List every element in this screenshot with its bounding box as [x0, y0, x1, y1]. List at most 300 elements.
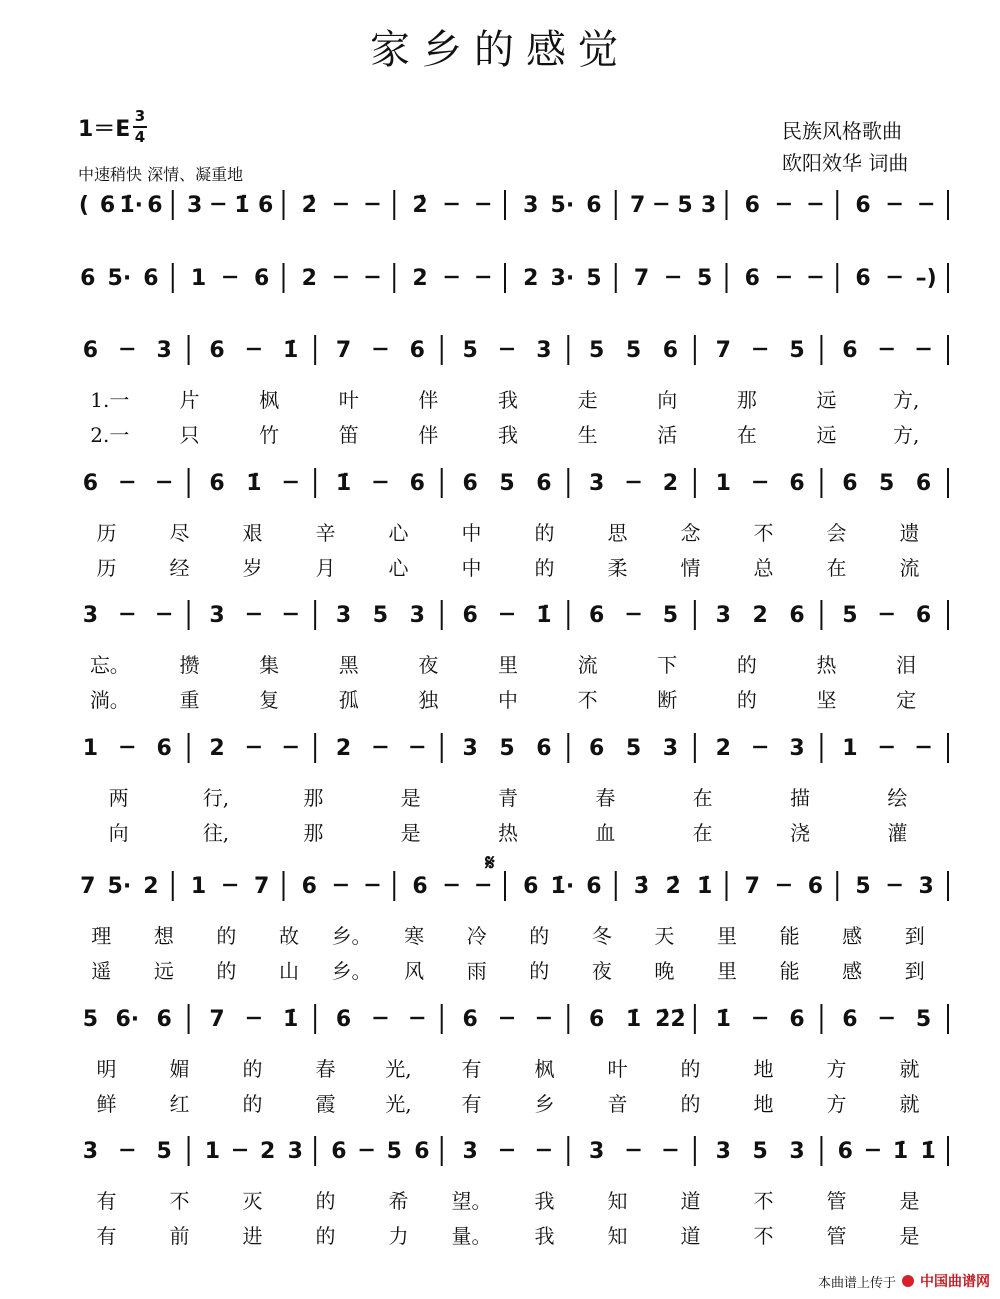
- lyric-syllable: 感: [842, 924, 863, 948]
- note: 1̇: [625, 1007, 642, 1032]
- note: 1: [190, 874, 207, 899]
- lyric-syllable: 管: [826, 1224, 847, 1248]
- lyric-syllable: 媚: [169, 1057, 190, 1081]
- note: 5: [499, 736, 515, 761]
- lyric-syllable: 走: [577, 388, 598, 412]
- lyric-syllable: 往,: [202, 821, 230, 845]
- note: 6: [589, 603, 605, 628]
- lyric-syllable: 经: [169, 556, 190, 580]
- lyric-syllable: 下: [657, 653, 678, 677]
- lyric-syllable: 孤: [338, 688, 359, 712]
- time-signature-bottom: 4: [134, 128, 146, 146]
- lyric-syllable: 远: [153, 959, 174, 983]
- lyric-syllable: 感: [842, 959, 863, 983]
- note: 6: [744, 266, 760, 291]
- lyric-syllable: 月: [315, 556, 336, 580]
- lyric-syllable: 寒: [404, 924, 425, 948]
- lyric-syllable: 能: [779, 959, 800, 983]
- note: 2̇: [301, 193, 317, 218]
- lyric-syllable: 念: [680, 521, 701, 545]
- note: 6: [301, 874, 317, 899]
- lyric-syllable: 会: [826, 521, 847, 545]
- note: 2: [335, 736, 352, 761]
- note: 2̇: [665, 874, 681, 899]
- note: 5: [82, 1007, 99, 1032]
- lyric-syllable: 前: [169, 1224, 190, 1248]
- note: 5: [156, 1139, 172, 1164]
- note: 6: [254, 266, 270, 291]
- note: 5·: [107, 874, 132, 899]
- lyric-syllable: 是: [899, 1224, 920, 1248]
- note: 6: [536, 471, 552, 496]
- site-logo-icon: [902, 1275, 914, 1287]
- site-logo-text: 中国曲谱网: [920, 1274, 990, 1290]
- note: 3: [462, 736, 478, 761]
- note: 1: [842, 736, 858, 761]
- note: 6: [589, 736, 605, 761]
- lyric-syllable: 行,: [202, 786, 230, 810]
- note: 7: [335, 338, 352, 363]
- lyric-syllable: 我: [498, 423, 518, 447]
- note: 6: [855, 266, 871, 291]
- lyric-syllable: 光,: [385, 1057, 412, 1081]
- note: 6: [789, 1007, 805, 1032]
- note: 6: [842, 338, 858, 363]
- note: 7: [629, 193, 646, 218]
- note: 3·: [550, 266, 575, 291]
- lyric-syllable: 道: [680, 1189, 701, 1213]
- lyric-syllable: 方,: [893, 423, 920, 447]
- lyric-syllable: 到: [904, 959, 925, 983]
- note: 2̇: [412, 193, 428, 218]
- lyric-syllable: 热: [498, 821, 518, 845]
- lyric-syllable: 在: [826, 556, 847, 580]
- lyric-syllable: 叶: [607, 1057, 628, 1081]
- lyric-syllable: 笛: [338, 423, 359, 447]
- lyric-syllable: 地: [753, 1092, 774, 1116]
- lyric-syllable: 进: [242, 1224, 263, 1248]
- lyric-syllable: 遗: [899, 521, 920, 545]
- note: 1: [204, 1139, 221, 1164]
- note: 3: [409, 603, 425, 628]
- lyric-syllable: 里: [717, 924, 737, 948]
- lyric-syllable: 力: [388, 1224, 409, 1248]
- note: 1̇: [715, 1007, 731, 1032]
- lyric-syllable: 风: [404, 959, 425, 983]
- lyric-syllable: 故: [279, 924, 299, 948]
- lyric-syllable: 不: [169, 1189, 190, 1213]
- credit-author: 欧阳效华 词曲: [782, 151, 909, 175]
- lyric-syllable: 复: [259, 688, 280, 712]
- note: 6: [414, 1139, 430, 1164]
- tempo-marking: 中速稍快 深情、凝重地: [78, 165, 244, 184]
- lyric-syllable: 片: [179, 388, 200, 412]
- note: 1̇: [335, 471, 352, 496]
- note: 5: [915, 1007, 932, 1032]
- note: 7: [744, 874, 760, 899]
- note: 5: [842, 603, 858, 628]
- note: 1: [715, 471, 731, 496]
- note: 5: [586, 266, 602, 291]
- note: 6: [807, 874, 824, 899]
- note: 6: [209, 338, 225, 363]
- note: 2: [752, 603, 768, 628]
- note: 1̇·: [550, 874, 575, 899]
- lyric-syllable: 流: [899, 556, 920, 580]
- lyric-syllable: 音: [607, 1092, 628, 1116]
- lyric-syllable: 绘: [887, 786, 908, 810]
- lyric-syllable: 坚: [816, 688, 837, 712]
- lyric-syllable: 在: [692, 786, 713, 810]
- note: 5: [855, 874, 871, 899]
- lyric-syllable: 地: [753, 1057, 774, 1081]
- note: 6·: [115, 1007, 140, 1032]
- note: 6: [143, 266, 159, 291]
- lyric-syllable: 冷: [466, 924, 487, 948]
- note: 2: [412, 266, 428, 291]
- lyric-syllable: 里: [717, 959, 737, 983]
- lyric-syllable: 定: [896, 688, 917, 712]
- lyric-syllable: 的: [534, 521, 555, 545]
- lyric-syllable: 的: [534, 556, 555, 580]
- lyric-syllable: 中: [461, 521, 482, 545]
- note: 3: [589, 1139, 605, 1164]
- note: 6: [586, 193, 602, 218]
- lyric-syllable: 伴: [418, 423, 439, 447]
- lyric-syllable: 历: [96, 521, 117, 545]
- lyric-syllable: 断: [657, 688, 678, 712]
- note: 1̇: [697, 874, 713, 899]
- lyric-syllable: 艰: [242, 521, 263, 545]
- note: 6: [335, 1007, 352, 1032]
- note: 1̇: [283, 338, 299, 363]
- note: 3: [589, 471, 605, 496]
- lyric-syllable: 红: [169, 1092, 190, 1116]
- note: 6: [915, 603, 932, 628]
- note: 7: [254, 874, 270, 899]
- lyric-syllable: 重: [179, 688, 200, 712]
- note: 3: [209, 603, 225, 628]
- lyric-syllable: 的: [736, 688, 757, 712]
- lyric-syllable: 望。: [451, 1189, 492, 1213]
- key-signature: 1＝E: [78, 117, 131, 142]
- lyric-syllable: 的: [315, 1189, 336, 1213]
- note: 5: [372, 603, 389, 628]
- lyric-syllable: 我: [534, 1224, 555, 1248]
- lyric-syllable: 中: [461, 556, 482, 580]
- lyric-syllable: 枫: [534, 1057, 555, 1081]
- note: 6: [589, 1007, 605, 1032]
- note: 6: [82, 338, 99, 363]
- lyric-syllable: 远: [816, 388, 837, 412]
- lyric-syllable: 灭: [242, 1189, 263, 1213]
- lyric-syllable: 光,: [385, 1092, 412, 1116]
- note: 1̇: [246, 471, 262, 496]
- note: 5·: [107, 266, 132, 291]
- lyric-syllable: 的: [242, 1057, 263, 1081]
- note: 5: [625, 736, 642, 761]
- lyric-syllable: 知: [607, 1189, 628, 1213]
- note: 1: [82, 736, 99, 761]
- lyric-syllable: 理: [91, 924, 112, 948]
- lyric-syllable: 的: [736, 653, 757, 677]
- note: 5: [879, 471, 895, 496]
- note: 6: [412, 874, 428, 899]
- note: 3: [715, 1139, 731, 1164]
- note: 7: [80, 874, 96, 899]
- note: 6: [409, 471, 425, 496]
- lyric-syllable: 柔: [607, 556, 628, 580]
- lyric-syllable: 夜: [591, 959, 612, 983]
- lyric-syllable: 不: [753, 1224, 774, 1248]
- note: 1̇·: [119, 193, 144, 218]
- segno-icon: 𝄋: [485, 851, 495, 876]
- lyric-syllable: 尽: [169, 521, 190, 545]
- lyric-syllable: 乡。: [331, 924, 372, 948]
- lyric-syllable: 管: [826, 1189, 847, 1213]
- note: 2̇2̇: [655, 1007, 686, 1032]
- note: 1̇: [234, 193, 250, 218]
- lyric-syllable: 冬: [591, 924, 612, 948]
- lyric-syllable: 我: [534, 1189, 555, 1213]
- note: 5: [752, 1139, 768, 1164]
- lyric-syllable: 是: [899, 1189, 920, 1213]
- note: 3: [523, 193, 539, 218]
- lyric-syllable: 晚: [654, 959, 675, 983]
- lyric-syllable: 想: [153, 924, 174, 948]
- footer: [818, 1271, 990, 1291]
- lyric-syllable: 岁: [242, 556, 263, 580]
- note: 5: [662, 603, 679, 628]
- note: 6: [789, 603, 805, 628]
- note: 2: [301, 266, 317, 291]
- note: 3: [156, 338, 172, 363]
- lyric-syllable: 两: [108, 786, 129, 810]
- time-signature-top: 3: [134, 107, 146, 125]
- lyric-syllable: 淌。: [89, 688, 130, 712]
- credit-style: 民族风格歌曲: [782, 119, 902, 143]
- lyric-syllable: 的: [529, 924, 550, 948]
- note: 6: [842, 1007, 858, 1032]
- note: 3: [186, 193, 203, 218]
- note: 3: [701, 193, 717, 218]
- note: 3: [715, 603, 731, 628]
- lyric-syllable: 遥: [91, 959, 112, 983]
- note: 6: [147, 193, 163, 218]
- lyric-syllable: 的: [680, 1057, 701, 1081]
- note: 1̇: [536, 603, 552, 628]
- lyric-syllable: 有: [461, 1057, 482, 1081]
- note: 6: [82, 471, 99, 496]
- lyric-syllable: 只: [179, 423, 200, 447]
- lyric-syllable: 总: [753, 556, 774, 580]
- note: 6: [462, 1007, 478, 1032]
- lyric-syllable: 活: [657, 423, 678, 447]
- lyric-syllable: 心: [388, 521, 409, 545]
- note: 6: [462, 471, 478, 496]
- note: 2: [523, 266, 539, 291]
- note: 6: [80, 266, 96, 291]
- note: 5: [677, 193, 693, 218]
- lyric-syllable: 的: [216, 959, 237, 983]
- lyric-syllable: 的: [529, 959, 550, 983]
- note: 7: [633, 266, 650, 291]
- lyric-syllable: 不: [753, 1189, 774, 1213]
- note: 1̇: [920, 1139, 936, 1164]
- note: 6: [789, 471, 805, 496]
- lyric-syllable: 枫: [259, 388, 280, 412]
- lyric-syllable: 是: [400, 786, 421, 810]
- note: 5: [589, 338, 605, 363]
- lyric-syllable: 青: [498, 786, 518, 810]
- lyric-syllable: 辛: [315, 521, 336, 545]
- note: 6: [855, 193, 871, 218]
- lyric-syllable: 的: [242, 1092, 263, 1116]
- note: –): [915, 266, 937, 291]
- note: 3: [287, 1139, 303, 1164]
- lyric-syllable: 2.一: [90, 423, 130, 447]
- lyric-syllable: 远: [816, 423, 837, 447]
- note: 5: [462, 338, 478, 363]
- lyric-syllable: 情: [680, 556, 701, 580]
- note: 3: [536, 338, 552, 363]
- note: 1̇: [892, 1139, 909, 1164]
- lyric-syllable: 方,: [893, 388, 920, 412]
- lyric-syllable: 到: [904, 924, 925, 948]
- lyric-syllable: 明: [96, 1057, 117, 1081]
- note: 2: [209, 736, 225, 761]
- note: 5: [499, 471, 515, 496]
- note: 6: [331, 1139, 347, 1164]
- note: 6: [523, 874, 539, 899]
- note: 6: [156, 736, 172, 761]
- lyric-syllable: 道: [680, 1224, 701, 1248]
- lyric-syllable: 伴: [418, 388, 439, 412]
- lyric-syllable: 有: [96, 1224, 117, 1248]
- note: 6: [209, 471, 225, 496]
- lyric-syllable: 中: [498, 688, 518, 712]
- lyric-syllable: 的: [216, 924, 237, 948]
- note: 2: [143, 874, 159, 899]
- lyric-syllable: 向: [657, 388, 678, 412]
- lyric-syllable: 天: [654, 924, 675, 948]
- lyric-syllable: 里: [498, 653, 518, 677]
- lyric-syllable: 就: [899, 1057, 920, 1081]
- note: 6: [409, 338, 425, 363]
- lyric-syllable: 春: [315, 1057, 336, 1081]
- lyric-syllable: 方: [826, 1092, 847, 1116]
- note: 5: [697, 266, 713, 291]
- lyric-syllable: 有: [461, 1092, 482, 1116]
- note: 5: [386, 1139, 402, 1164]
- lyric-syllable: 1.一: [90, 388, 130, 412]
- lyric-syllable: 浇: [790, 821, 810, 845]
- lyric-syllable: 夜: [418, 653, 439, 677]
- lyric-syllable: 血: [595, 821, 616, 845]
- lyric-syllable: 那: [303, 821, 324, 845]
- lyric-syllable: 思: [607, 521, 628, 545]
- lyric-syllable: 叶: [338, 388, 359, 412]
- note: 1̇: [283, 1007, 299, 1032]
- note: 5: [625, 338, 642, 363]
- lyric-syllable: 乡: [534, 1092, 555, 1116]
- note: 6: [586, 874, 602, 899]
- lyric-syllable: 的: [315, 1224, 336, 1248]
- note: 6: [536, 736, 552, 761]
- note: 6: [915, 471, 932, 496]
- lyric-syllable: 鲜: [96, 1092, 117, 1116]
- note: 3: [335, 603, 352, 628]
- lyric-syllable: 向: [108, 821, 129, 845]
- note: 3: [462, 1139, 478, 1164]
- note: 5: [789, 338, 805, 363]
- note: 7: [715, 338, 731, 363]
- lyric-syllable: 集: [259, 653, 280, 677]
- note: 3: [82, 1139, 99, 1164]
- note: 2: [715, 736, 731, 761]
- lyric-syllable: 就: [899, 1092, 920, 1116]
- lyric-syllable: 在: [692, 821, 713, 845]
- lyric-syllable: 乡。: [331, 959, 372, 983]
- note: 6: [156, 1007, 172, 1032]
- lyric-syllable: 霞: [315, 1092, 336, 1116]
- note: 3: [82, 603, 99, 628]
- lyric-syllable: 生: [577, 423, 598, 447]
- note: 1: [190, 266, 207, 291]
- song-title: 家乡的感觉: [370, 27, 630, 73]
- lyric-syllable: 流: [577, 653, 598, 677]
- lyric-syllable: 攒: [179, 653, 200, 677]
- lyric-syllable: 独: [418, 688, 439, 712]
- note: 6: [842, 471, 858, 496]
- note: 6: [462, 603, 478, 628]
- note: 7: [209, 1007, 225, 1032]
- lyric-syllable: 黑: [338, 653, 359, 677]
- lyric-syllable: 雨: [466, 959, 487, 983]
- lyric-syllable: 那: [736, 388, 757, 412]
- note: 6: [837, 1139, 853, 1164]
- lyric-syllable: 描: [790, 786, 810, 810]
- note: 3: [662, 736, 679, 761]
- lyric-syllable: 不: [753, 521, 774, 545]
- lyric-syllable: 有: [96, 1189, 117, 1213]
- lyric-syllable: 能: [779, 924, 800, 948]
- lyric-syllable: 那: [303, 786, 324, 810]
- note: 3: [918, 874, 934, 899]
- lyric-syllable: 知: [607, 1224, 628, 1248]
- lyric-syllable: 方: [826, 1057, 847, 1081]
- note: (: [78, 193, 89, 218]
- lyric-syllable: 山: [279, 959, 299, 983]
- note: 6: [662, 338, 679, 363]
- note: 3: [789, 1139, 805, 1164]
- lyric-syllable: 春: [595, 786, 616, 810]
- note: 2: [662, 471, 679, 496]
- lyric-syllable: 在: [736, 423, 757, 447]
- lyric-syllable: 泪: [896, 653, 917, 677]
- note: 3̇: [633, 874, 650, 899]
- lyric-syllable: 竹: [259, 423, 280, 447]
- note: 6: [258, 193, 274, 218]
- lyric-syllable: 量。: [451, 1224, 492, 1248]
- lyric-syllable: 忘。: [89, 653, 130, 677]
- lyric-syllable: 的: [680, 1092, 701, 1116]
- note: 2: [260, 1139, 276, 1164]
- note: 3: [789, 736, 805, 761]
- note: 5·: [550, 193, 575, 218]
- lyric-syllable: 灌: [887, 821, 908, 845]
- note: 6: [744, 193, 760, 218]
